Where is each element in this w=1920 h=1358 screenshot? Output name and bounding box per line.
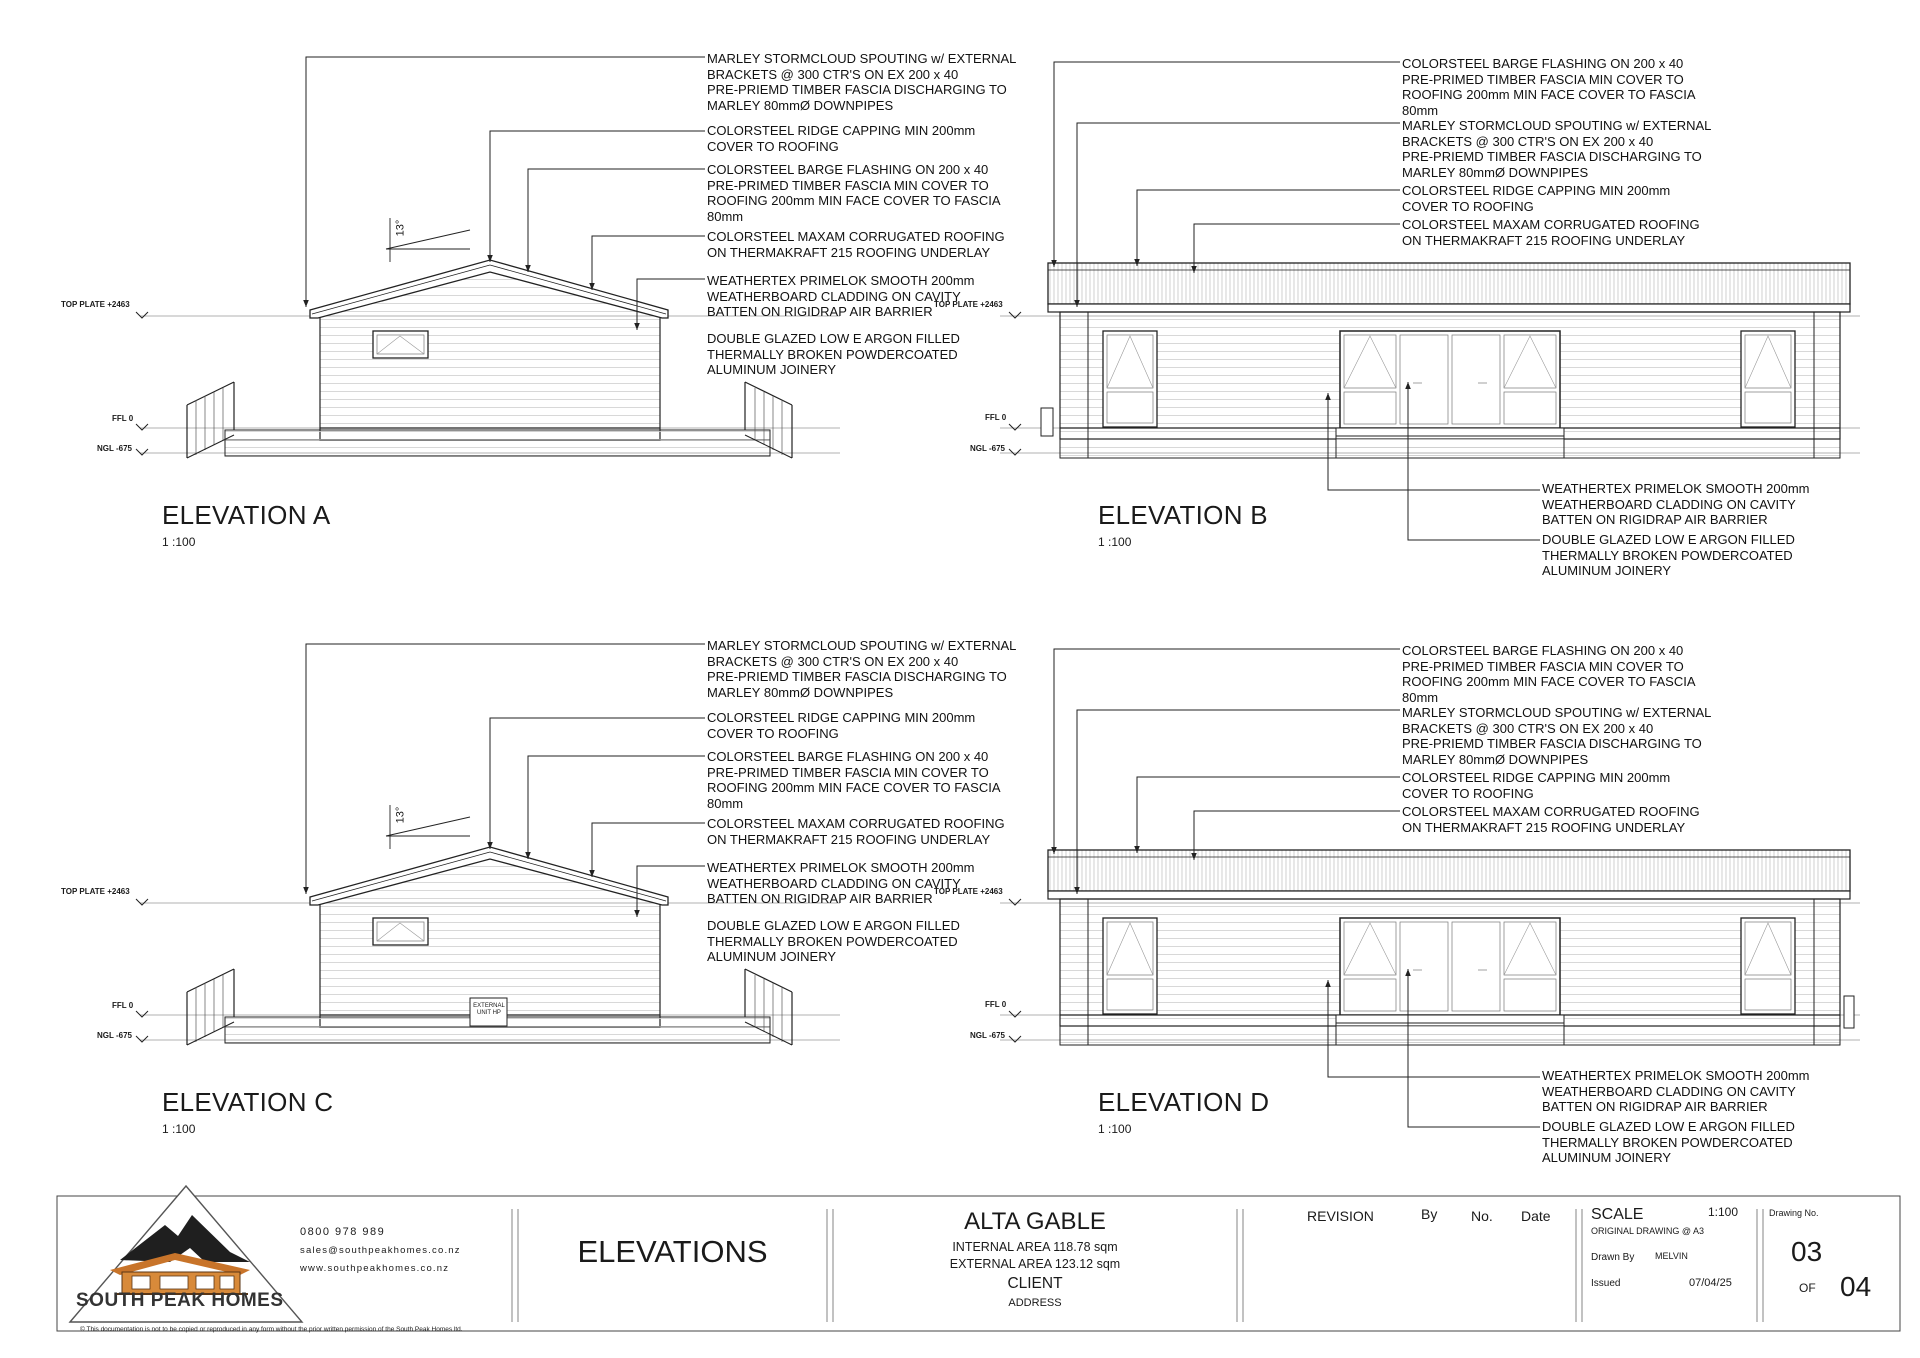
side-box — [1041, 408, 1053, 436]
client-name: CLIENT — [1007, 1275, 1063, 1292]
roof-pitch-c: 13° — [394, 806, 407, 824]
revision-no-label: No. — [1471, 1208, 1493, 1224]
scale-label: SCALE — [1591, 1206, 1644, 1223]
external-area: EXTERNAL AREA 123.12 sqm — [949, 1257, 1121, 1271]
total-drawings: 04 — [1840, 1271, 1872, 1302]
top-plate-label-c: TOP PLATE +2463 — [61, 887, 130, 896]
internal-area: INTERNAL AREA 118.78 sqm — [952, 1240, 1118, 1254]
ngl-label-a: NGL -675 — [97, 444, 132, 453]
note-barge-a: COLORSTEEL BARGE FLASHING ON 200 x 40 PRE-PRIMED TIMBER FASCIA MIN COVER TO ROOFING 200mm MIN FACE COVER TO FASCIA 80mm — [707, 162, 1001, 224]
note-ridge-b: COLORSTEEL RIDGE CAPPING MIN 200mm COVER TO ROOFING — [1402, 183, 1671, 214]
note-roofing-a: COLORSTEEL MAXAM CORRUGATED ROOFING ON THERMAKRAFT 215 ROOFING UNDERLAY — [707, 229, 1005, 260]
note-ridge-a: COLORSTEEL RIDGE CAPPING MIN 200mm COVER TO ROOFING — [707, 123, 976, 154]
elevation-b-scale: 1 :100 — [1098, 535, 1132, 549]
note-roofing-c: COLORSTEEL MAXAM CORRUGATED ROOFING ON THERMAKRAFT 215 ROOFING UNDERLAY — [707, 816, 1005, 847]
ffl-label-a: FFL 0 — [112, 414, 134, 423]
note-barge-b: COLORSTEEL BARGE FLASHING ON 200 x 40 PRE-PRIMED TIMBER FASCIA MIN COVER TO ROOFING 200mm MIN FACE COVER TO FASCIA 80mm — [1402, 56, 1696, 118]
elevation-c-scale: 1 :100 — [162, 1122, 196, 1136]
note-joinery-a: DOUBLE GLAZED LOW E ARGON FILLED THERMALLY BROKEN POWDERCOATED ALUMINUM JOINERY — [707, 331, 960, 377]
external-unit-label: EXTERNAL UNIT HP — [473, 1003, 505, 1016]
note-ridge-d: COLORSTEEL RIDGE CAPPING MIN 200mm COVER TO ROOFING — [1402, 770, 1671, 801]
project-name: ALTA GABLE — [964, 1208, 1106, 1235]
ffl-label-d: FFL 0 — [985, 1000, 1007, 1009]
company-name: SOUTH PEAK HOMES — [76, 1290, 284, 1311]
company-email: sales@southpeakhomes.co.nz — [300, 1245, 461, 1256]
scale-value: 1:100 — [1708, 1205, 1739, 1219]
client-address: ADDRESS — [1008, 1297, 1062, 1309]
ffl-label-b: FFL 0 — [985, 413, 1007, 422]
note-joinery-b: DOUBLE GLAZED LOW E ARGON FILLED THERMALLY BROKEN POWDERCOATED ALUMINUM JOINERY — [1542, 532, 1795, 578]
revision-by-label: By — [1421, 1206, 1438, 1222]
note-spouting-b: MARLEY STORMCLOUD SPOUTING w/ EXTERNAL BRACKETS @ 300 CTR'S ON EX 200 x 40 PRE-PRIEMD TIMBER FASCIA DISCHARGING TO MARLEY 80mmØ DOWNPIPES — [1402, 118, 1712, 180]
revision-date-label: Date — [1521, 1208, 1551, 1224]
drawing-number: 03 — [1791, 1236, 1823, 1267]
elevation-b-title: ELEVATION B — [1098, 500, 1268, 530]
note-spouting-a: MARLEY STORMCLOUD SPOUTING w/ EXTERNAL BRACKETS @ 300 CTR'S ON EX 200 x 40 PRE-PRIEMD TIMBER FASCIA DISCHARGING TO MARLEY 80mmØ DOWNPIPES — [707, 51, 1017, 113]
note-roofing-b: COLORSTEEL MAXAM CORRUGATED ROOFING ON THERMAKRAFT 215 ROOFING UNDERLAY — [1402, 217, 1700, 248]
roof-pitch-a: 13° — [394, 219, 407, 237]
note-cladding-a: WEATHERTEX PRIMELOK SMOOTH 200mm WEATHERBOARD CLADDING ON CAVITY BATTEN ON RIGIDRAP AIR BARRIER — [707, 273, 975, 319]
note-joinery-d: DOUBLE GLAZED LOW E ARGON FILLED THERMALLY BROKEN POWDERCOATED ALUMINUM JOINERY — [1542, 1119, 1795, 1165]
drawn-by-value: MELVIN — [1655, 1251, 1688, 1261]
ngl-label-b: NGL -675 — [970, 444, 1005, 453]
top-plate-label-a: TOP PLATE +2463 — [61, 300, 130, 309]
ngl-label-d: NGL -675 — [970, 1031, 1005, 1040]
drawing-no-label: Drawing No. — [1769, 1208, 1819, 1218]
note-barge-d: COLORSTEEL BARGE FLASHING ON 200 x 40 PRE-PRIMED TIMBER FASCIA MIN COVER TO ROOFING 200mm MIN FACE COVER TO FASCIA 80mm — [1402, 643, 1696, 705]
of-label: OF — [1799, 1281, 1816, 1295]
note-cladding-b: WEATHERTEX PRIMELOK SMOOTH 200mm WEATHERBOARD CLADDING ON CAVITY BATTEN ON RIGIDRAP AIR BARRIER — [1542, 481, 1810, 527]
note-cladding-d: WEATHERTEX PRIMELOK SMOOTH 200mm WEATHERBOARD CLADDING ON CAVITY BATTEN ON RIGIDRAP AIR BARRIER — [1542, 1068, 1810, 1114]
meter-box — [1844, 996, 1854, 1028]
note-spouting-c: MARLEY STORMCLOUD SPOUTING w/ EXTERNAL BRACKETS @ 300 CTR'S ON EX 200 x 40 PRE-PRIEMD TIMBER FASCIA DISCHARGING TO MARLEY 80mmØ DOWNPIPES — [707, 638, 1017, 700]
note-spouting-d: MARLEY STORMCLOUD SPOUTING w/ EXTERNAL BRACKETS @ 300 CTR'S ON EX 200 x 40 PRE-PRIEMD TIMBER FASCIA DISCHARGING TO MARLEY 80mmØ DOWNPIPES — [1402, 705, 1712, 767]
elevation-a-scale: 1 :100 — [162, 535, 196, 549]
sheet-title: ELEVATIONS — [577, 1234, 768, 1269]
top-plate-label-d: TOP PLATE +2463 — [934, 887, 1003, 896]
elevation-a-title: ELEVATION A — [162, 500, 331, 530]
note-cladding-c: WEATHERTEX PRIMELOK SMOOTH 200mm WEATHERBOARD CLADDING ON CAVITY BATTEN ON RIGIDRAP AIR BARRIER — [707, 860, 975, 906]
issued-date: 07/04/25 — [1689, 1277, 1732, 1289]
revision-label: REVISION — [1307, 1208, 1374, 1224]
note-barge-c: COLORSTEEL BARGE FLASHING ON 200 x 40 PRE-PRIMED TIMBER FASCIA MIN COVER TO ROOFING 200mm MIN FACE COVER TO FASCIA 80mm — [707, 749, 1001, 811]
elevation-c-title: ELEVATION C — [162, 1087, 334, 1117]
drawn-by-label: Drawn By — [1591, 1252, 1635, 1263]
elevation-d-scale: 1 :100 — [1098, 1122, 1132, 1136]
note-ridge-c: COLORSTEEL RIDGE CAPPING MIN 200mm COVER TO ROOFING — [707, 710, 976, 741]
ffl-label-c: FFL 0 — [112, 1001, 134, 1010]
copyright-notice: © This documentation is not to be copied or reproduced in any form without the prior written permission of the South Peak Homes ltd. — [80, 1326, 463, 1333]
company-website: www.southpeakhomes.co.nz — [300, 1263, 450, 1274]
company-phone: 0800 978 989 — [300, 1226, 386, 1238]
issued-label: Issued — [1591, 1278, 1621, 1289]
note-roofing-d: COLORSTEEL MAXAM CORRUGATED ROOFING ON THERMAKRAFT 215 ROOFING UNDERLAY — [1402, 804, 1700, 835]
note-joinery-c: DOUBLE GLAZED LOW E ARGON FILLED THERMALLY BROKEN POWDERCOATED ALUMINUM JOINERY — [707, 918, 960, 964]
top-plate-label-b: TOP PLATE +2463 — [934, 300, 1003, 309]
ngl-label-c: NGL -675 — [97, 1031, 132, 1040]
elevation-d-title: ELEVATION D — [1098, 1087, 1270, 1117]
original-drawing-size: ORIGINAL DRAWING @ A3 — [1591, 1226, 1704, 1236]
